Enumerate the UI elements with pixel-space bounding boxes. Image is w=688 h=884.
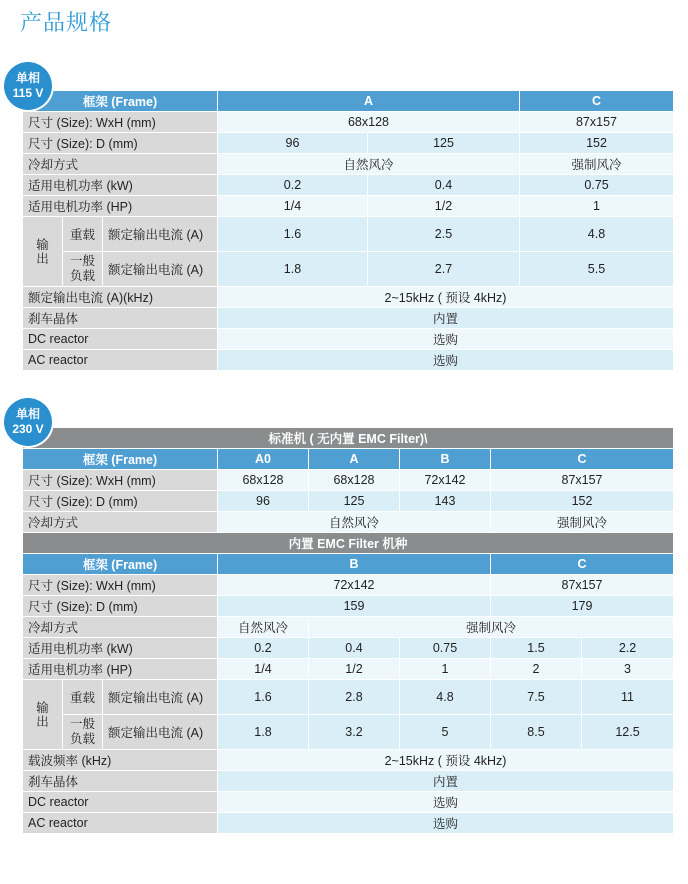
cooling-forced: 强制风冷 — [491, 512, 674, 533]
badge-voltage: 230 V — [12, 422, 44, 436]
carrier-label: 载波频率 (kHz) — [23, 750, 218, 771]
power-hp-row — [23, 196, 674, 217]
standard-group-title: 标准机 ( 无内置 EMC Filter)\ — [23, 428, 674, 449]
brake-row — [23, 308, 674, 329]
cooling-forced: 强制风冷 — [520, 154, 674, 175]
size-wh-c: 87x157 — [491, 470, 674, 491]
cooling-row-standard — [23, 512, 674, 533]
ac-reactor-row — [23, 813, 674, 834]
normal-duty-row — [23, 715, 674, 750]
normal-duty-label: 一般负载 — [63, 252, 103, 287]
cooling-label: 冷却方式 — [23, 512, 218, 533]
power-kw-1: 0.2 — [218, 175, 368, 196]
power-hp-row — [23, 659, 674, 680]
power-hp-1: 1/4 — [218, 659, 309, 680]
size-d-label: 尺寸 (Size): D (mm) — [23, 596, 218, 617]
carrier-row — [23, 750, 674, 771]
cooling-natural: 自然风冷 — [218, 617, 309, 638]
badge-phase: 单相 — [15, 71, 40, 85]
frame-label: 框架 (Frame) — [23, 91, 218, 112]
dc-reactor-row — [23, 792, 674, 813]
frame-header-row — [23, 91, 674, 112]
heavy-current-4: 7.5 — [491, 680, 582, 715]
normal-current-4: 8.5 — [491, 715, 582, 750]
frame-b: B — [218, 554, 491, 575]
carrier-value: 2~15kHz ( 预设 4kHz) — [218, 287, 674, 308]
power-kw-2: 0.4 — [368, 175, 520, 196]
normal-rated-current-label: 额定输出电流 (A) — [103, 252, 218, 287]
output-label: 输出 — [23, 217, 63, 287]
heavy-current-2: 2.8 — [309, 680, 400, 715]
size-d-row — [23, 133, 674, 154]
cooling-natural: 自然风冷 — [218, 512, 491, 533]
size-d-b: 159 — [218, 596, 491, 617]
spec-table-230v — [22, 427, 674, 834]
size-wh-label: 尺寸 (Size): WxH (mm) — [23, 112, 218, 133]
power-kw-1: 0.2 — [218, 638, 309, 659]
size-d-a0: 96 — [218, 491, 309, 512]
badge-voltage: 115 V — [12, 86, 44, 100]
power-hp-2: 1/2 — [309, 659, 400, 680]
brake-label: 刹车晶体 — [23, 771, 218, 792]
size-wh-a: 68x128 — [218, 112, 520, 133]
frame-header-row-emc — [23, 554, 674, 575]
brake-label: 刹车晶体 — [23, 308, 218, 329]
voltage-badge-230v — [4, 398, 52, 446]
carrier-value: 2~15kHz ( 预设 4kHz) — [218, 750, 674, 771]
size-d-row-standard — [23, 491, 674, 512]
size-wh-a: 68x128 — [309, 470, 400, 491]
heavy-duty-label: 重载 — [63, 217, 103, 252]
power-hp-5: 3 — [582, 659, 674, 680]
brake-value: 内置 — [218, 308, 674, 329]
cooling-row-emc — [23, 617, 674, 638]
heavy-current-1: 1.6 — [218, 217, 368, 252]
heavy-current-5: 11 — [582, 680, 674, 715]
power-kw-label: 适用电机功率 (kW) — [23, 638, 218, 659]
power-hp-3: 1 — [400, 659, 491, 680]
normal-current-2: 2.7 — [368, 252, 520, 287]
heavy-current-1: 1.6 — [218, 680, 309, 715]
brake-row — [23, 771, 674, 792]
heavy-duty-row — [23, 217, 674, 252]
power-hp-label: 适用电机功率 (HP) — [23, 196, 218, 217]
size-d-c: 179 — [491, 596, 674, 617]
dc-reactor-value: 选购 — [218, 792, 674, 813]
heavy-duty-label: 重载 — [63, 680, 103, 715]
size-wh-label: 尺寸 (Size): WxH (mm) — [23, 470, 218, 491]
spec-table-115v — [22, 90, 674, 371]
size-wh-c: 87x157 — [491, 575, 674, 596]
power-kw-label: 适用电机功率 (kW) — [23, 175, 218, 196]
size-d-3: 152 — [520, 133, 674, 154]
normal-current-1: 1.8 — [218, 252, 368, 287]
normal-current-3: 5 — [400, 715, 491, 750]
frame-header-row-standard — [23, 449, 674, 470]
power-kw-4: 1.5 — [491, 638, 582, 659]
heavy-rated-current-label: 额定输出电流 (A) — [103, 680, 218, 715]
normal-rated-current-label: 额定输出电流 (A) — [103, 715, 218, 750]
normal-current-3: 5.5 — [520, 252, 674, 287]
frame-b: B — [400, 449, 491, 470]
size-d-row-emc — [23, 596, 674, 617]
heavy-duty-row — [23, 680, 674, 715]
heavy-current-2: 2.5 — [368, 217, 520, 252]
brake-value: 内置 — [218, 771, 674, 792]
size-d-1: 96 — [218, 133, 368, 154]
power-kw-2: 0.4 — [309, 638, 400, 659]
cooling-label: 冷却方式 — [23, 617, 218, 638]
size-d-2: 125 — [368, 133, 520, 154]
frame-a: A — [309, 449, 400, 470]
ac-reactor-row — [23, 350, 674, 371]
power-hp-label: 适用电机功率 (HP) — [23, 659, 218, 680]
dc-reactor-label: DC reactor — [23, 792, 218, 813]
voltage-badge-115v — [4, 62, 52, 110]
normal-duty-label: 一般负载 — [63, 715, 103, 750]
normal-current-1: 1.8 — [218, 715, 309, 750]
carrier-row — [23, 287, 674, 308]
size-d-a: 125 — [309, 491, 400, 512]
dc-reactor-label: DC reactor — [23, 329, 218, 350]
size-d-c: 152 — [491, 491, 674, 512]
cooling-natural: 自然风冷 — [218, 154, 520, 175]
size-wh-label: 尺寸 (Size): WxH (mm) — [23, 575, 218, 596]
emc-group-header — [23, 533, 674, 554]
cooling-label: 冷却方式 — [23, 154, 218, 175]
cooling-forced: 强制风冷 — [309, 617, 674, 638]
frame-a0: A0 — [218, 449, 309, 470]
heavy-current-3: 4.8 — [400, 680, 491, 715]
size-d-label: 尺寸 (Size): D (mm) — [23, 491, 218, 512]
cooling-row — [23, 154, 674, 175]
badge-phase: 单相 — [15, 407, 40, 421]
frame-c: C — [491, 554, 674, 575]
power-kw-3: 0.75 — [520, 175, 674, 196]
size-wh-b: 72x142 — [218, 575, 491, 596]
output-label: 输出 — [23, 680, 63, 750]
size-wh-c: 87x157 — [520, 112, 674, 133]
power-kw-3: 0.75 — [400, 638, 491, 659]
frame-label: 框架 (Frame) — [23, 554, 218, 575]
power-hp-4: 2 — [491, 659, 582, 680]
size-d-b: 143 — [400, 491, 491, 512]
frame-label: 框架 (Frame) — [23, 449, 218, 470]
ac-reactor-label: AC reactor — [23, 350, 218, 371]
standard-group-header — [23, 428, 674, 449]
emc-group-title: 内置 EMC Filter 机种 — [23, 533, 674, 554]
size-wh-row-standard — [23, 470, 674, 491]
normal-current-5: 12.5 — [582, 715, 674, 750]
heavy-rated-current-label: 额定输出电流 (A) — [103, 217, 218, 252]
ac-reactor-label: AC reactor — [23, 813, 218, 834]
ac-reactor-value: 选购 — [218, 813, 674, 834]
normal-duty-row — [23, 252, 674, 287]
power-kw-5: 2.2 — [582, 638, 674, 659]
dc-reactor-row — [23, 329, 674, 350]
size-d-label: 尺寸 (Size): D (mm) — [23, 133, 218, 154]
size-wh-row — [23, 112, 674, 133]
carrier-label: 额定输出电流 (A)(kHz) — [23, 287, 218, 308]
size-wh-a0: 68x128 — [218, 470, 309, 491]
normal-current-2: 3.2 — [309, 715, 400, 750]
heavy-current-3: 4.8 — [520, 217, 674, 252]
ac-reactor-value: 选购 — [218, 350, 674, 371]
frame-c: C — [491, 449, 674, 470]
size-wh-b: 72x142 — [400, 470, 491, 491]
power-hp-3: 1 — [520, 196, 674, 217]
frame-a: A — [218, 91, 520, 112]
power-hp-2: 1/2 — [368, 196, 520, 217]
power-kw-row — [23, 638, 674, 659]
power-kw-row — [23, 175, 674, 196]
frame-c: C — [520, 91, 674, 112]
page-title: 产品规格 — [20, 10, 113, 35]
size-wh-row-emc — [23, 575, 674, 596]
power-hp-1: 1/4 — [218, 196, 368, 217]
dc-reactor-value: 选购 — [218, 329, 674, 350]
